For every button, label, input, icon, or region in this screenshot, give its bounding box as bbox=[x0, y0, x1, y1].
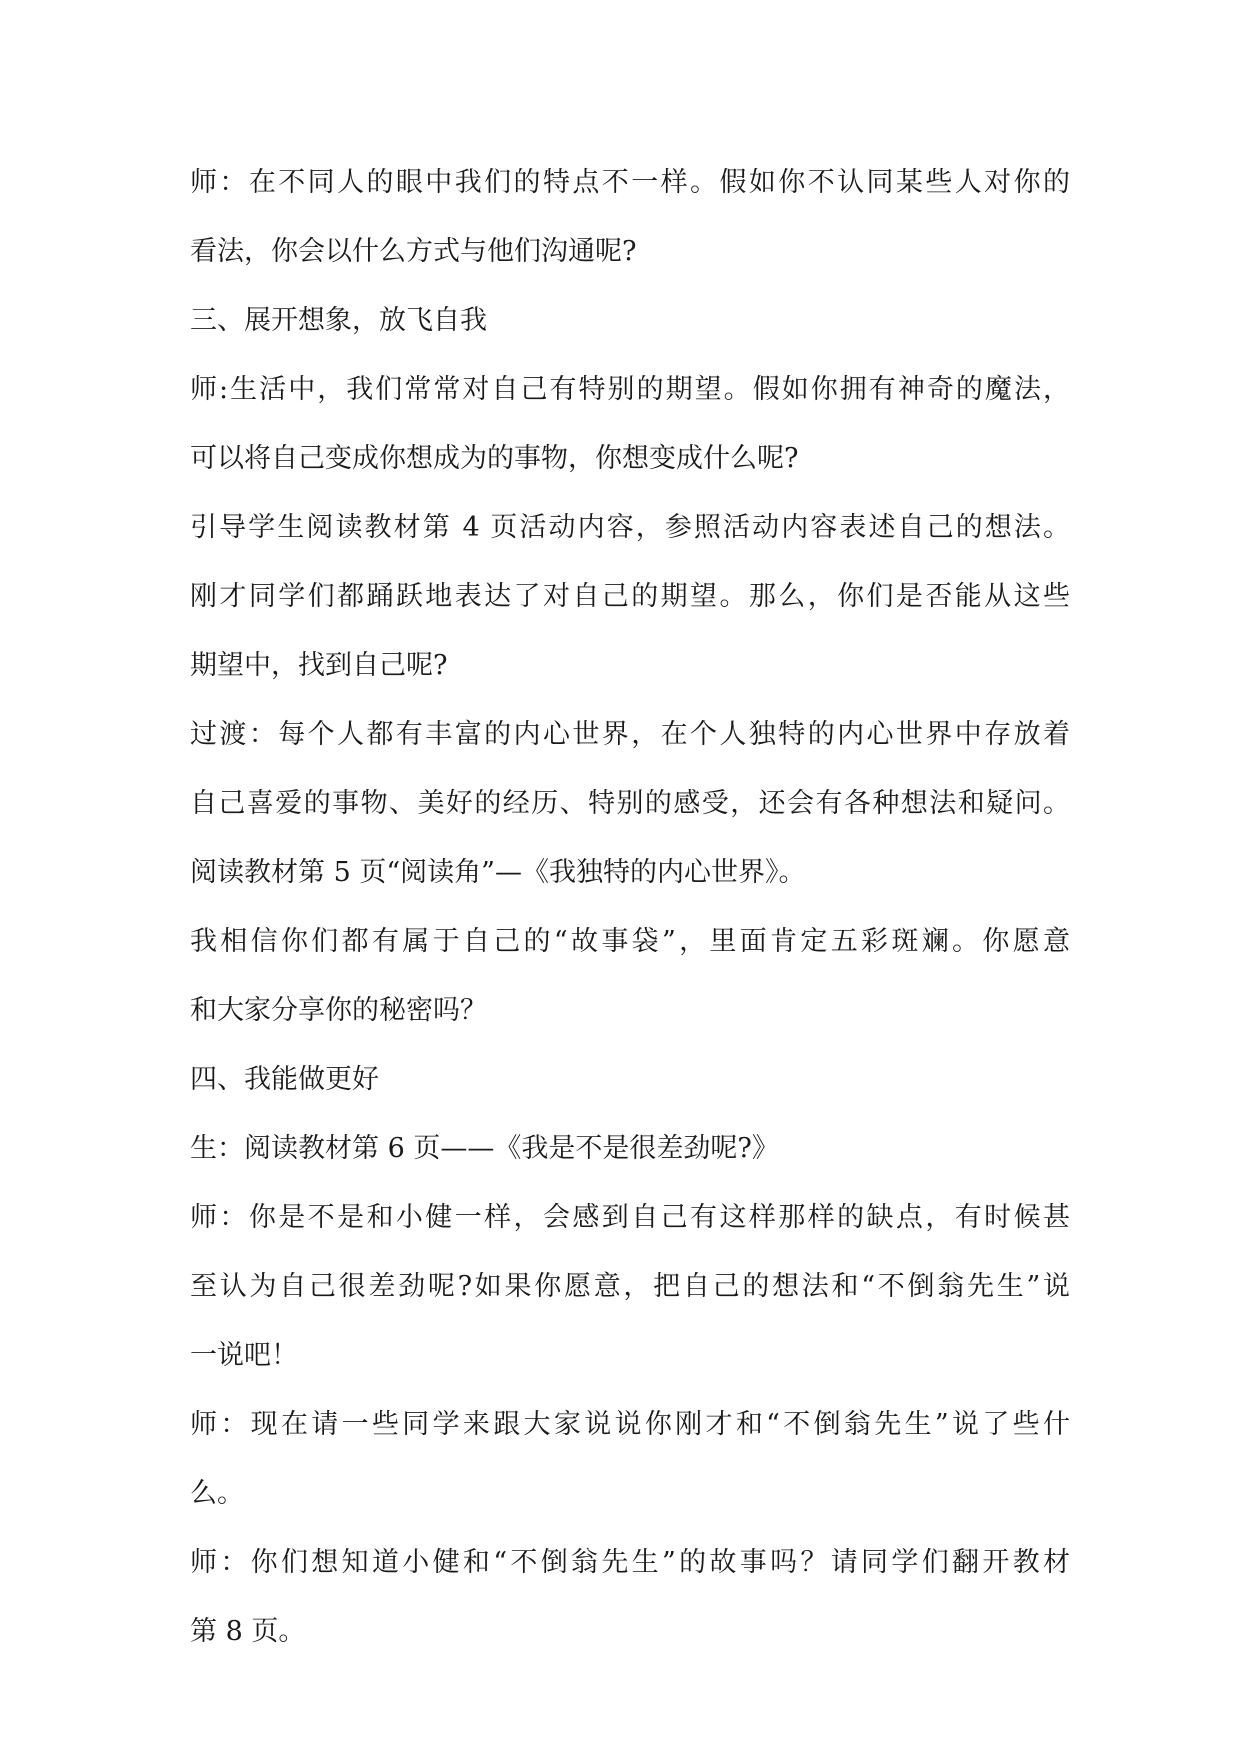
text-line: 师：现在请一些同学来跟大家说说你刚才和“不倒翁先生”说了些什 bbox=[190, 1409, 1070, 1440]
section-heading: 四、我能做更好 bbox=[190, 1064, 379, 1095]
text-line: 我相信你们都有属于自己的“故事袋”，里面肯定五彩斑斓。你愿意 bbox=[190, 926, 1070, 957]
text-line: 期望中，找到自己呢? bbox=[190, 650, 448, 681]
text-line: 一说吧！ bbox=[190, 1340, 298, 1371]
section-heading: 三、展开想象，放飞自我 bbox=[190, 305, 487, 336]
text-line: 可以将自己变成你想成为的事物，你想变成什么呢? bbox=[190, 443, 799, 474]
text-line: 生：阅读教材第 6 页——《我是不是很差劲呢?》 bbox=[190, 1133, 779, 1164]
text-line: 师：你是不是和小健一样，会感到自己有这样那样的缺点，有时候甚 bbox=[190, 1202, 1070, 1233]
text-line: 引导学生阅读教材第 4 页活动内容，参照活动内容表述自己的想法。 bbox=[190, 512, 1070, 543]
text-line: 看法，你会以什么方式与他们沟通呢? bbox=[190, 236, 637, 267]
text-line: 至认为自己很差劲呢?如果你愿意，把自己的想法和“不倒翁先生”说 bbox=[190, 1271, 1070, 1302]
text-line: 师:生活中，我们常常对自己有特别的期望。假如你拥有神奇的魔法， bbox=[190, 374, 1070, 405]
text-line: 阅读教材第 5 页“阅读角”—《我独特的内心世界》。 bbox=[190, 857, 806, 888]
text-line: 过渡：每个人都有丰富的内心世界，在个人独特的内心世界中存放着 bbox=[190, 719, 1070, 750]
text-line: 师：在不同人的眼中我们的特点不一样。假如你不认同某些人对你的 bbox=[190, 167, 1070, 198]
text-line: 第 8 页。 bbox=[190, 1616, 306, 1647]
text-line: 师：你们想知道小健和“不倒翁先生”的故事吗？请同学们翻开教材 bbox=[190, 1547, 1070, 1578]
text-line: 刚才同学们都踊跃地表达了对自己的期望。那么，你们是否能从这些 bbox=[190, 581, 1070, 612]
text-line: 么。 bbox=[190, 1478, 244, 1509]
text-line: 和大家分享你的秘密吗？ bbox=[190, 995, 487, 1026]
text-line: 自己喜爱的事物、美好的经历、特别的感受，还会有各种想法和疑问。 bbox=[190, 788, 1070, 819]
